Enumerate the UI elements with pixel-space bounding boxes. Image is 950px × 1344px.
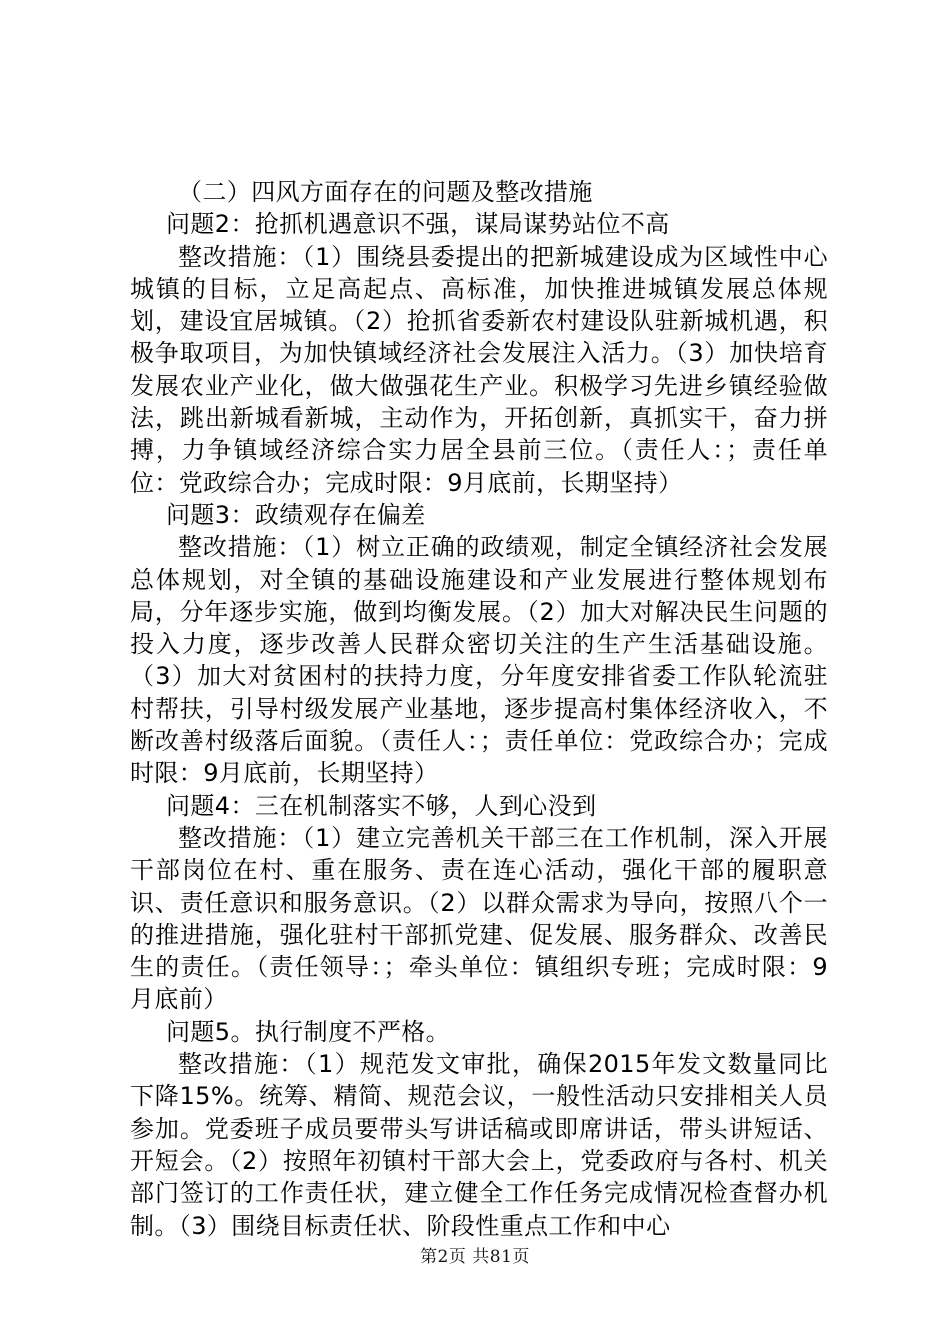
- document-body: [130, 176, 828, 1242]
- problem-heading-4: 问题4：三在机制落实不够，人到心没到: [166, 791, 597, 820]
- measures-paragraph-4: 整改措施：（1）建立完善机关干部三在工作机制，深入开展干部岗位在村、重在服务、责在连心活动，强化干部的履职意识、责任意识和服务意识。（2）以群众需求为导向，按照八个一的推进措施，强化驻村干部抓党建、促发展、服务群众、改善民生的责任。（责任领导：；牵头单位：镇组织专班；完成时限：9月底前）: [130, 823, 828, 1014]
- problem-heading-2: 问题2：抢抓机遇意识不强，谋局谋势站位不高: [166, 210, 670, 239]
- problem-heading-5: 问题5。执行制度不严格。: [166, 1017, 451, 1046]
- problem-heading-3: 问题3：政绩观存在偏差: [166, 500, 426, 529]
- measures-paragraph-5: 整改措施：（1）规范发文审批，确保2015年发文数量同比下降15%。统筹、精简、规范会议，一般性活动只安排相关人员参加。党委班子成员要带头写讲话稿或即席讲话，带头讲短话、开短会。（2）按照年初镇村干部大会上，党委政府与各村、机关部门签订的工作责任状，建立健全工作任务完成情况检查督办机制。（3）围绕目标责任状、阶段性重点工作和中心: [130, 1050, 828, 1240]
- section-heading: （二）四风方面存在的问题及整改措施: [178, 178, 593, 206]
- measures-paragraph-3: 整改措施：（1）树立正确的政绩观，制定全镇经济社会发展总体规划，对全镇的基础设施建设和产业发展进行整体规划布局，分年逐步实施，做到均衡发展。（2）加大对解决民生问题的投入力度，逐步改善人民群众密切关注的生产生活基础设施。（3）加大对贫困村的扶持力度，分年度安排省委工作队轮流驻村帮扶，引导村级发展产业基地，逐步提高村集体经济收入，不断改善村级落后面貌。（责任人：；责任单位：党政综合办；完成时限：9月底前，长期坚持）: [130, 533, 828, 788]
- page-number-footer: 第2页 共81页: [420, 1247, 530, 1267]
- measures-paragraph-2: 整改措施：（1）围绕县委提出的把新城建设成为区域性中心城镇的目标，立足高起点、高标准，加快推进城镇发展总体规划，建设宜居城镇。（2）抢抓省委新农村建设队驻新城机遇，积极争取项目，为加快镇域经济社会发展注入活力。（3）加快培育发展农业产业化，做大做强花生产业。积极学习先进乡镇经验做法，跳出新城看新城，主动作为，开拓创新，真抓实干，奋力拼搏，力争镇域经济综合实力居全县前三位。（责任人：；责任单位：党政综合办；完成时限：9月底前，长期坚持）: [130, 242, 828, 497]
